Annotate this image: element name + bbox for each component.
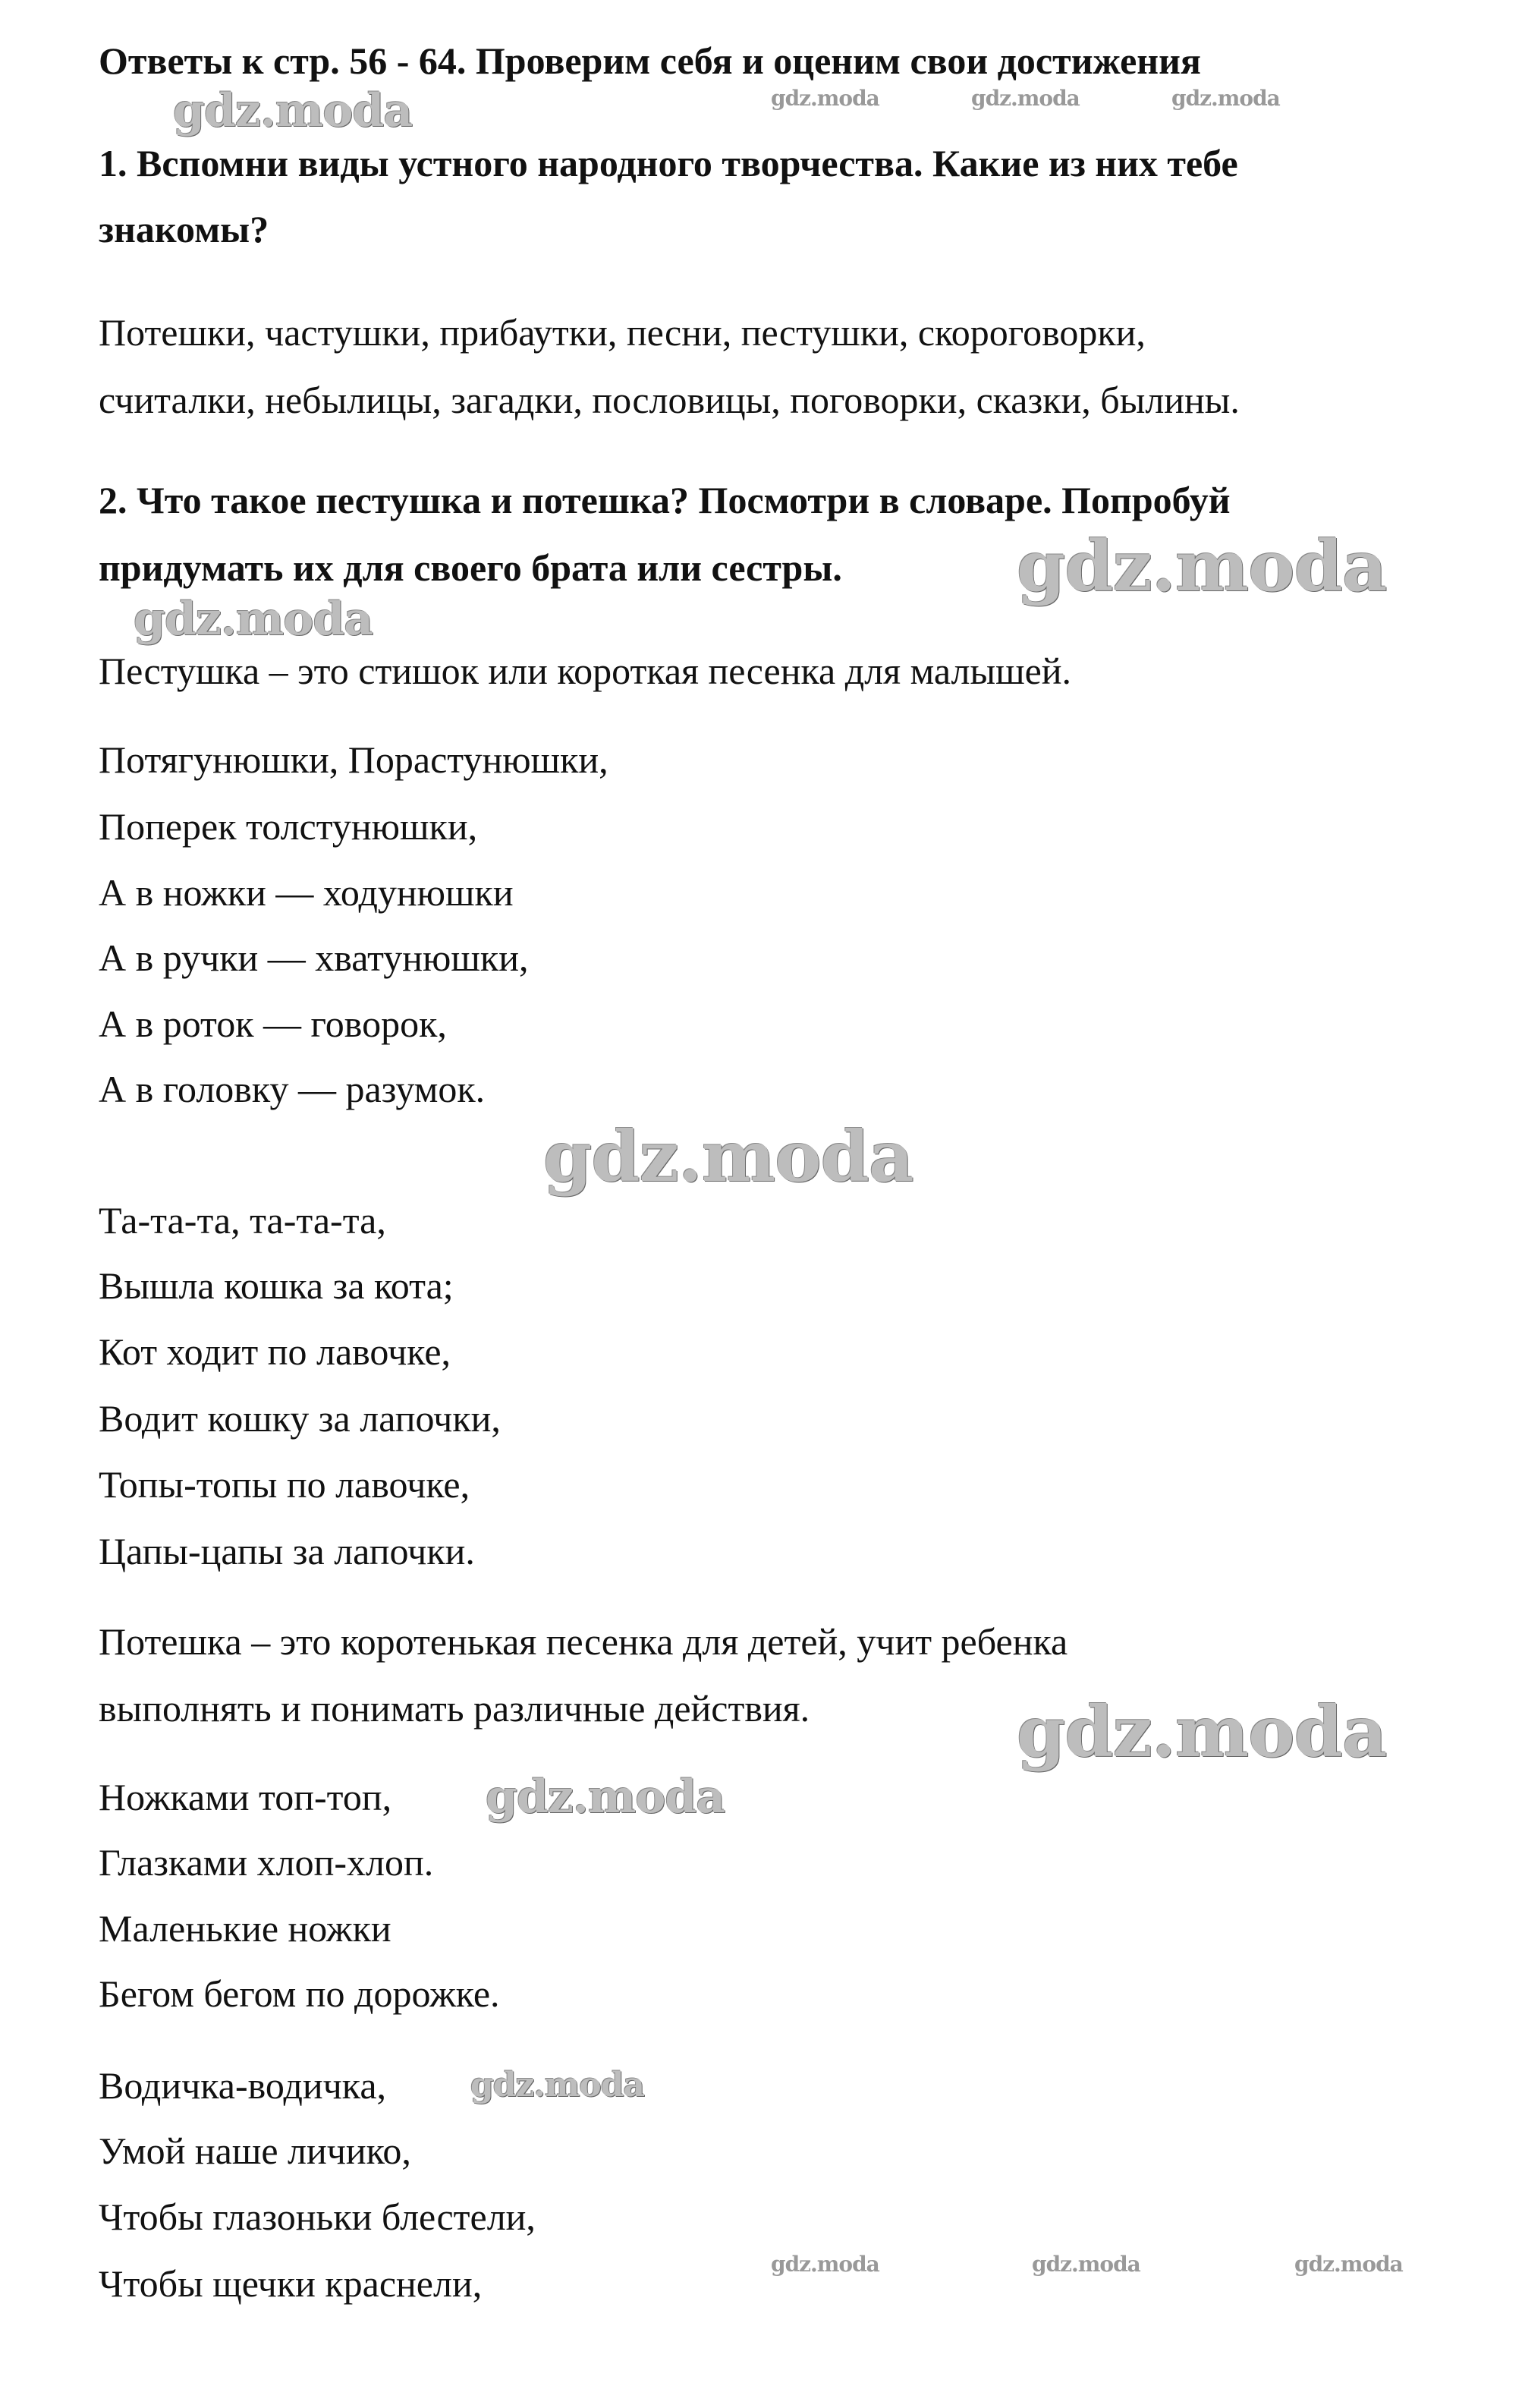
definition-pestushka: Пестушка – это стишок или короткая песенка для малышей. [99, 650, 1072, 692]
poem-line: Чтобы щечки краснели, [99, 2262, 483, 2305]
poem-line: Кот ходит по лавочке, [99, 1330, 451, 1373]
question-2-line: 2. Что такое пестушка и потешка? Посмотри в словаре. Попробуй [99, 479, 1231, 521]
poem-line: Цапы-цапы за лапочки. [99, 1530, 475, 1572]
watermark: gdz.moda [543, 1116, 913, 1198]
poem-line: Водит кошку за лапочки, [99, 1397, 501, 1440]
watermark: gdz.moda [134, 593, 373, 646]
poem-line: А в ножки — ходунюшки [99, 871, 514, 914]
definition-poteshka: выполнять и понимать различные действия. [99, 1687, 810, 1730]
watermark: gdz.moda [1017, 1691, 1387, 1773]
poem-line: А в роток — говорок, [99, 1003, 447, 1045]
watermark: gdz.moda [173, 84, 413, 137]
poem-line: Поперек толстунюшки, [99, 805, 478, 848]
watermark: gdz.moda [771, 2252, 879, 2277]
question-2-line: придумать их для своего брата или сестры. [99, 546, 842, 589]
watermark: gdz.moda [1171, 86, 1280, 111]
poem-line: Водичка-водичка, [99, 2064, 387, 2107]
poem-line: Умой наше личико, [99, 2129, 411, 2172]
poem-line: Та-та-та, та-та-та, [99, 1199, 386, 1242]
poem-line: Маленькие ножки [99, 1907, 391, 1950]
watermark: gdz.moda [1032, 2252, 1140, 2277]
poem-line: Вышла кошка за кота; [99, 1264, 454, 1307]
poem-line: А в ручки — хватунюшки, [99, 936, 529, 979]
question-1-line: 1. Вспомни виды устного народного творчества. Какие из них тебе [99, 142, 1238, 184]
answer-1-line: считалки, небылицы, загадки, пословицы, поговорки, сказки, былины. [99, 379, 1240, 421]
poem-line: Ножками топ-топ, [99, 1776, 392, 1818]
watermark: gdz.moda [971, 86, 1080, 111]
definition-poteshka: Потешка – это коротенькая песенка для детей, учит ребенка [99, 1620, 1068, 1663]
poem-line: А в головку — разумок. [99, 1068, 486, 1110]
watermark: gdz.moda [486, 1771, 725, 1824]
answer-1-line: Потешки, частушки, прибаутки, песни, пестушки, скороговорки, [99, 311, 1146, 354]
poem-line: Бегом бегом по дорожке. [99, 1972, 500, 2015]
watermark: gdz.moda [1017, 525, 1387, 607]
watermark: gdz.moda [1294, 2252, 1403, 2277]
poem-line: Глазками хлоп-хлоп. [99, 1841, 434, 1884]
watermark: gdz.moda [771, 86, 879, 111]
page-title: Ответы к стр. 56 - 64. Проверим себя и оценим свои достижения [99, 39, 1201, 82]
poem-line: Потягунюшки, Порастунюшки, [99, 738, 608, 781]
poem-line: Чтобы глазоньки блестели, [99, 2196, 536, 2238]
watermark: gdz.moda [470, 2066, 645, 2104]
question-1-line: знакомы? [99, 208, 269, 250]
poem-line: Топы-топы по лавочке, [99, 1463, 470, 1506]
